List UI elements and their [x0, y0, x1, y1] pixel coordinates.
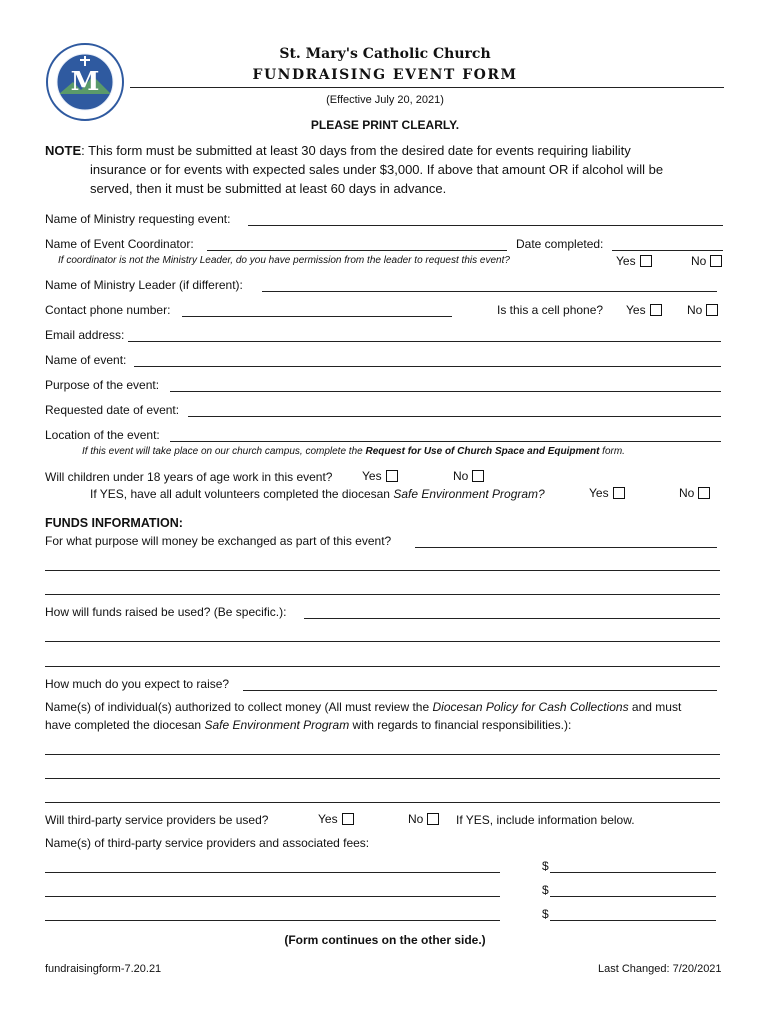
funds-purpose-field[interactable] [415, 547, 717, 548]
safe-env-yes-label: Yes [589, 486, 609, 500]
phone-field[interactable] [182, 316, 452, 317]
event-name-label: Name of event: [45, 353, 127, 367]
children-question: Will children under 18 years of age work in this event? [45, 470, 333, 484]
funds-use-field[interactable] [304, 618, 720, 619]
location-note-end: form. [599, 446, 625, 457]
fee-dollar-2: $ [542, 883, 549, 897]
logo-monogram: M [70, 67, 100, 97]
leader-field[interactable] [262, 291, 717, 292]
collectors-text-1: Name(s) of individual(s) authorized to collect money (All must review the [45, 700, 433, 714]
cell-yes-label: Yes [626, 303, 646, 317]
cash-policy: Diocesan Policy for Cash Collections [432, 700, 629, 714]
provider-fee-1[interactable] [550, 872, 716, 873]
cell-no-label: No [687, 303, 703, 317]
email-label: Email address: [45, 328, 125, 342]
print-clearly: PLEASE PRINT CLEARLY. [310, 118, 460, 132]
safe-env-no-checkbox[interactable] [698, 487, 710, 499]
ministry-field[interactable] [248, 225, 723, 226]
note-line-3: served, then it must be submitted at least 60 days in advance. [90, 181, 447, 196]
safe-env-text: If YES, have all adult volunteers completed the diocesan [90, 487, 394, 501]
cell-no [687, 303, 718, 317]
permission-no-checkbox[interactable] [710, 255, 722, 267]
permission-no-label: No [691, 254, 707, 268]
collectors-field-2[interactable] [45, 778, 720, 779]
children-no-label: No [453, 469, 469, 483]
date-completed-label: Date completed: [516, 237, 604, 251]
safe-env-yes [589, 486, 625, 500]
provider-name-3[interactable] [45, 920, 500, 921]
header-rule [130, 87, 724, 88]
safe-env-program: Safe Environment Program? [393, 487, 545, 501]
collectors-text-3: have completed the diocesan [45, 718, 205, 732]
location-note [82, 446, 625, 457]
ministry-label: Name of Ministry requesting event: [45, 212, 231, 226]
collectors-field-1[interactable] [45, 754, 720, 755]
church-name: St. Mary's Catholic Church [279, 46, 491, 62]
note-label: NOTE [45, 143, 82, 158]
children-no [453, 469, 484, 483]
note-line-1 [45, 143, 631, 158]
safe-env-yes-checkbox[interactable] [613, 487, 625, 499]
location-field[interactable] [170, 441, 721, 442]
raise-field[interactable] [243, 690, 717, 691]
collectors-line-2 [45, 718, 571, 732]
location-note-text: If this event will take place on our church campus, complete the [82, 446, 366, 457]
funds-heading: FUNDS INFORMATION: [45, 516, 183, 530]
effective-date: (Effective July 20, 2021) [326, 94, 444, 106]
location-label: Location of the event: [45, 428, 160, 442]
purpose-field[interactable] [170, 391, 721, 392]
permission-yes [616, 254, 652, 268]
funds-use-line-3[interactable] [45, 666, 720, 667]
cell-yes-checkbox[interactable] [650, 304, 662, 316]
form-id: fundraisingform-7.20.21 [45, 963, 162, 975]
note-line-2: insurance or for events with expected sales under $3,000. If above that amount OR if alcohol will be [90, 162, 664, 177]
funds-purpose-line-3[interactable] [45, 594, 720, 595]
form-continues: (Form continues on the other side.) [284, 933, 486, 947]
phone-label: Contact phone number: [45, 303, 171, 317]
collectors-text-2: and must [628, 700, 682, 714]
providers-label: Name(s) of third-party service providers and associated fees: [45, 836, 370, 850]
permission-yes-label: Yes [616, 254, 636, 268]
provider-name-2[interactable] [45, 896, 500, 897]
note-text-1: : This form must be submitted at least 30 days from the desired date for events requiring liability [81, 143, 631, 158]
church-space-form-link[interactable]: Request for Use of Church Space and Equipment [365, 446, 600, 457]
children-yes [362, 469, 398, 483]
requested-date-field[interactable] [188, 416, 721, 417]
funds-purpose-line-2[interactable] [45, 570, 720, 571]
children-yes-label: Yes [362, 469, 382, 483]
event-name-field[interactable] [134, 366, 721, 367]
cell-question: Is this a cell phone? [497, 303, 604, 317]
safe-env-question [90, 487, 545, 501]
email-field[interactable] [128, 341, 721, 342]
funds-purpose-label: For what purpose will money be exchanged as part of this event? [45, 534, 392, 548]
permission-no [691, 254, 722, 268]
third-party-no-label: No [408, 812, 424, 826]
coordinator-field[interactable] [207, 250, 507, 251]
coordinator-label: Name of Event Coordinator: [45, 237, 194, 251]
third-party-note: If YES, include information below. [456, 813, 635, 827]
date-completed-field[interactable] [612, 250, 723, 251]
funds-use-label: How will funds raised be used? (Be specific.): [45, 605, 287, 619]
safe-env-no [679, 486, 710, 500]
last-changed: Last Changed: 7/20/2021 [598, 963, 722, 975]
provider-name-1[interactable] [45, 872, 500, 873]
children-yes-checkbox[interactable] [386, 470, 398, 482]
collectors-safe-env: Safe Environment Program [204, 718, 350, 732]
raise-label: How much do you expect to raise? [45, 677, 230, 691]
collectors-text-4: with regards to financial responsibilities.): [349, 718, 572, 732]
children-no-checkbox[interactable] [472, 470, 484, 482]
form-title: FUNDRAISING EVENT FORM [252, 67, 518, 83]
permission-yes-checkbox[interactable] [640, 255, 652, 267]
provider-fee-2[interactable] [550, 896, 716, 897]
cell-yes [626, 303, 662, 317]
fee-dollar-1: $ [542, 859, 549, 873]
collectors-field-3[interactable] [45, 802, 720, 803]
coordinator-permission-note: If coordinator is not the Ministry Leader, do you have permission from the leader to request this event? [58, 255, 510, 266]
funds-use-line-2[interactable] [45, 641, 720, 642]
third-party-no-checkbox[interactable] [427, 813, 439, 825]
fee-dollar-3: $ [542, 907, 549, 921]
third-party-yes-label: Yes [318, 812, 338, 826]
safe-env-no-label: No [679, 486, 695, 500]
collectors-line-1 [45, 700, 681, 714]
third-party-yes [318, 812, 354, 826]
provider-fee-3[interactable] [550, 920, 716, 921]
third-party-yes-checkbox[interactable] [342, 813, 354, 825]
purpose-label: Purpose of the event: [45, 378, 160, 392]
third-party-no [408, 812, 439, 826]
leader-label: Name of Ministry Leader (if different): [45, 278, 243, 292]
cell-no-checkbox[interactable] [706, 304, 718, 316]
third-party-question: Will third-party service providers be used? [45, 813, 269, 827]
requested-date-label: Requested date of event: [45, 403, 180, 417]
